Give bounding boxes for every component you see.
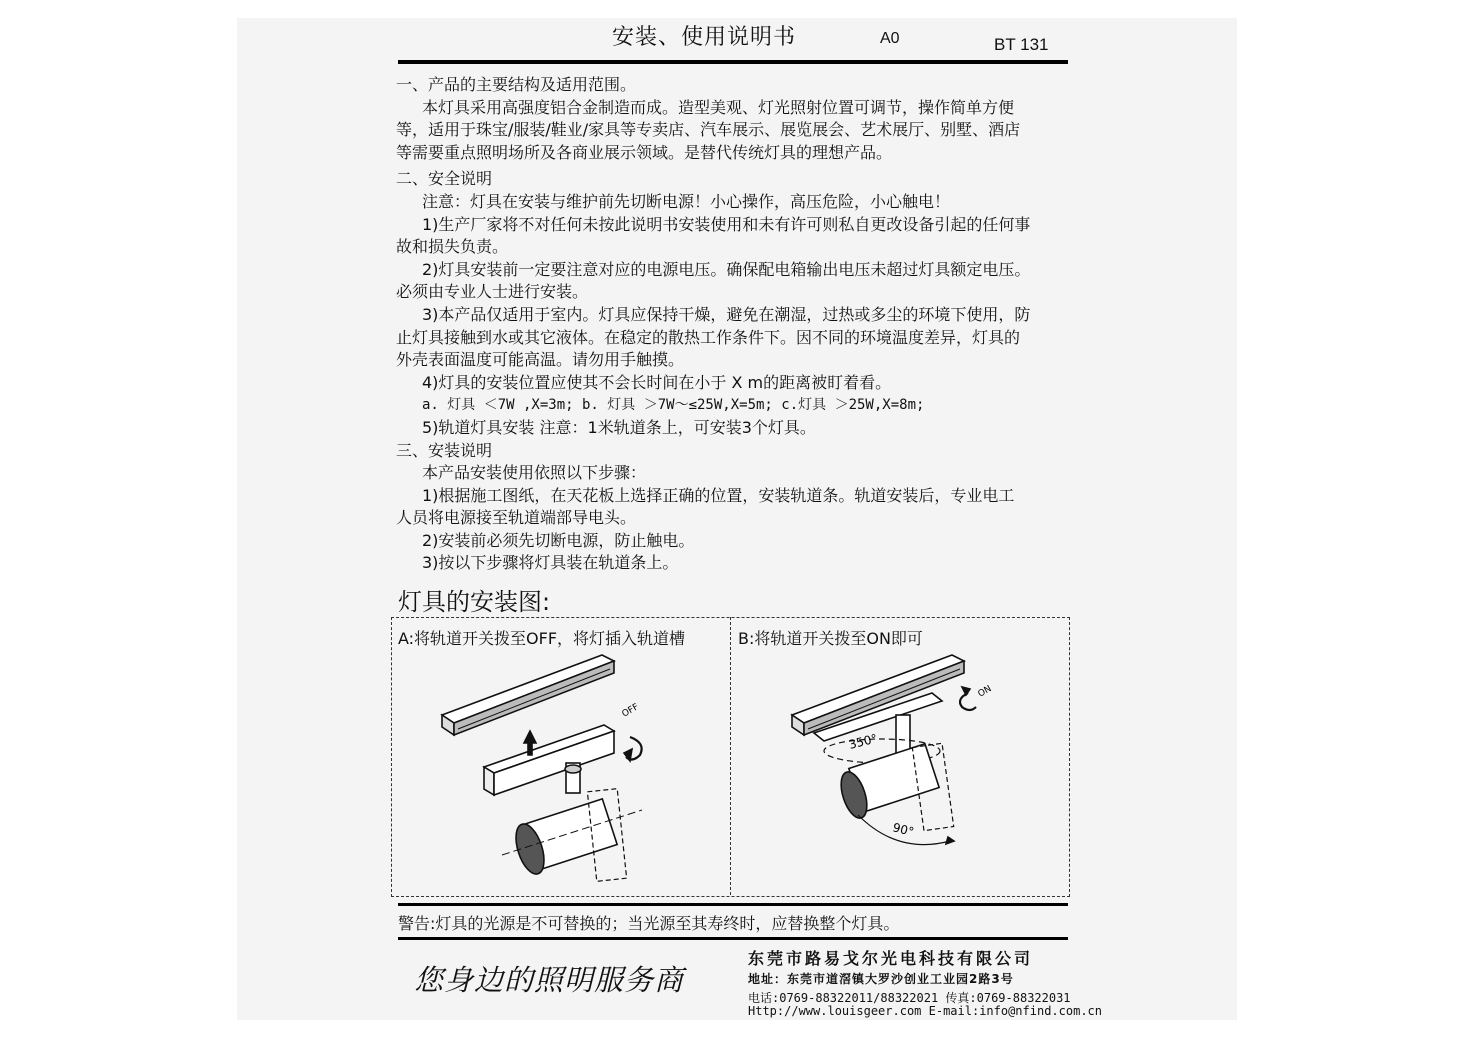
panel-a-illustration <box>392 645 732 885</box>
panel-a-label: A:将轨道开关拨至OFF，将灯插入轨道槽 <box>398 629 686 648</box>
panel-b-label: B:将轨道开关拨至ON即可 <box>738 629 923 648</box>
warning-rule-top <box>398 903 1068 906</box>
section1-line: 等，适用于珠宝/服装/鞋业/家具等专卖店、汽车展示、展览展会、艺术展厅、别墅、酒店 <box>396 120 1021 140</box>
safety-item-1: 1)生产厂家将不对任何未按此说明书安装使用和未有许可则私自更改设备引起的任何事 <box>422 214 1031 234</box>
panel-b-illustration <box>732 645 1062 885</box>
safety-item-3: 3)本产品仅适用于室内。灯具应保持干燥，避免在潮湿，过热或多尘的环境下使用，防 <box>422 304 1031 324</box>
safety-item-3-cont: 外壳表面温度可能高温。请勿用手触摸。 <box>396 350 685 370</box>
panel-b-tilt-label: 90° <box>891 820 916 840</box>
safety-item-2-cont: 必须由专业人士进行安装。 <box>396 282 589 302</box>
company-web: Http://www.louisgeer.com E-mail:info@nfind.com.cn <box>748 1004 1103 1018</box>
install-step-1: 1)根据施工图纸，在天花板上选择正确的位置，安装轨道条。轨道安装后，专业电工 <box>422 485 1015 505</box>
install-step-2: 2)安装前必须先切断电源，防止触电。 <box>422 530 695 550</box>
safety-item-5: 5)轨道灯具安装 注意：1米轨道条上，可安装3个灯具。 <box>422 417 816 437</box>
section1-heading: 一、产品的主要结构及适用范围。 <box>396 75 637 94</box>
header-rule <box>398 60 1068 64</box>
section3-heading: 三、安装说明 <box>396 440 493 460</box>
diagram-heading: 灯具的安装图: <box>398 588 551 616</box>
company-name: 东莞市路易戈尔光电科技有限公司 <box>748 949 1034 968</box>
panel-a-switch-label: OFF <box>620 702 641 720</box>
company-address: 地址：东莞市道滘镇大罗沙创业工业园2路3号 <box>748 972 1014 986</box>
panel-b-rotation-label: 350° <box>847 731 879 752</box>
install-intro: 本产品安装使用依照以下步骤： <box>422 463 647 483</box>
section1-line: 本灯具采用高强度铝合金制造而成。造型美观、灯光照射位置可调节，操作简单方便 <box>422 97 1015 117</box>
safety-item-4-distances: a. 灯具 ＜7W ,X=3m; b. 灯具 ＞7W～≤25W,X=5m; c.灯具 ＞25W,X=8m; <box>422 397 925 414</box>
section1-line: 等需要重点照明场所及各商业展示领域。是替代传统灯具的理想产品。 <box>396 142 893 162</box>
company-slogan: 您身边的照明服务商 <box>414 963 685 997</box>
instructions-body <box>396 74 1086 575</box>
panel-b-switch-label: ON <box>976 684 994 700</box>
section2-heading: 二、安全说明 <box>396 169 493 189</box>
safety-notice: 注意：灯具在安装与维护前先切断电源！小心操作，高压危险，小心触电！ <box>422 191 951 211</box>
install-step-1-cont: 人员将电源接至轨道端部导电头。 <box>396 508 637 528</box>
safety-item-2: 2)灯具安装前一定要注意对应的电源电压。确保配电箱输出电压未超过灯具额定电压。 <box>422 259 1031 279</box>
warning-rule-bottom <box>398 937 1068 940</box>
company-phone: 电话:0769-88322011/88322021 传真:0769-88322031 <box>748 991 1071 1005</box>
document-title: 安装、使用说明书 <box>612 25 797 50</box>
warning-text: 警告:灯具的光源是不可替换的；当光源至其寿终时，应替换整个灯具。 <box>398 914 900 933</box>
safety-item-1-cont: 故和损失负责。 <box>396 237 509 257</box>
document-code-a: A0 <box>880 30 900 47</box>
safety-item-3-cont: 止灯具接触到水或其它液体。在稳定的散热工作条件下。因不同的环境温度差异，灯具的 <box>396 327 1021 347</box>
safety-item-4: 4)灯具的安装位置应使其不会长时间在小于 X m的距离被盯着看。 <box>422 372 892 392</box>
install-step-3: 3)按以下步骤将灯具装在轨道条上。 <box>422 553 679 573</box>
document-code-b: BT 131 <box>994 35 1049 54</box>
